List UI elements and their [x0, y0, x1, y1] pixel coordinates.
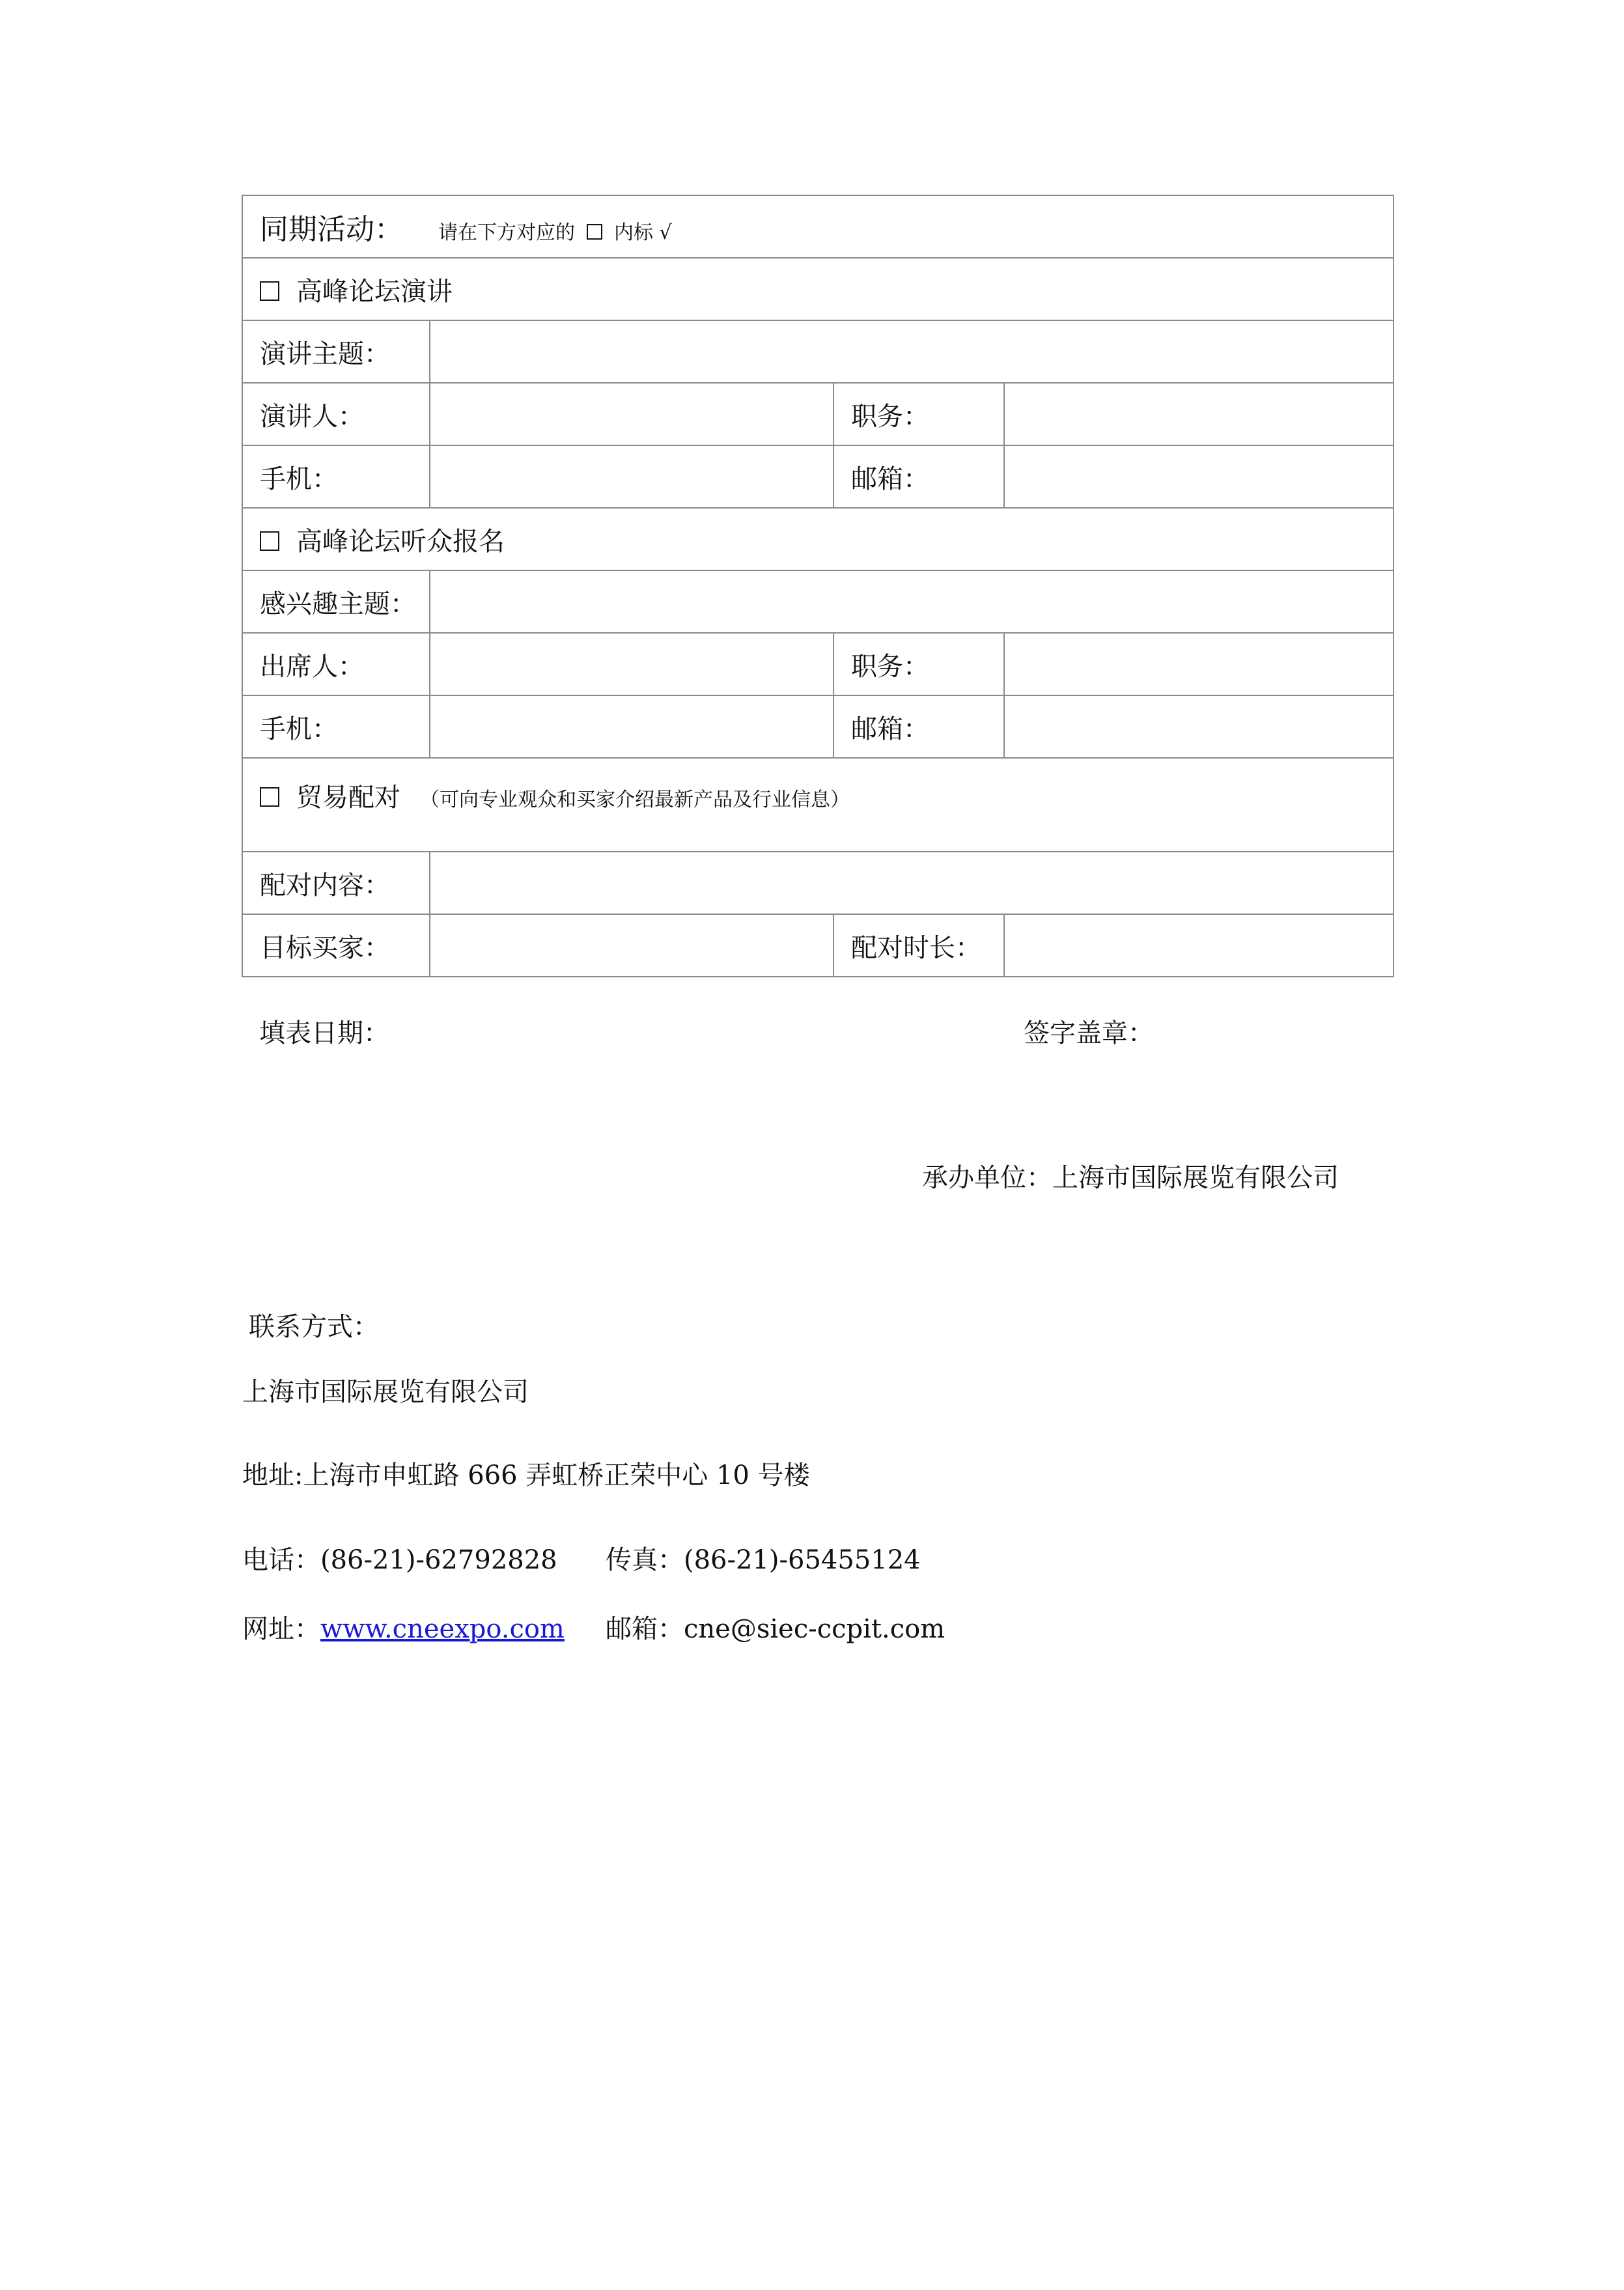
target-buyer-label: 目标买家：: [242, 914, 430, 977]
audience-section-label: 高峰论坛听众报名: [296, 526, 505, 557]
matching-duration-field[interactable]: [1004, 914, 1393, 977]
speaker-contact-row: [242, 445, 1393, 508]
speaker-mobile-field[interactable]: [430, 445, 833, 508]
speaker-position-label: 职务：: [833, 383, 1004, 445]
matching-content-label: 配对内容：: [242, 852, 430, 914]
attendee-field[interactable]: [430, 633, 833, 695]
interest-topic-label: 感兴趣主题：: [242, 570, 430, 633]
speaker-position-field[interactable]: [1004, 383, 1393, 445]
audience-section-row: [242, 508, 1393, 570]
matching-section-row: [242, 758, 1393, 852]
signature-label: 签字盖章：: [1024, 1018, 1154, 1048]
website-link[interactable]: www.cneexpo.com: [320, 1614, 565, 1644]
matching-checkbox[interactable]: [260, 787, 279, 807]
matching-section-note: （可向专业观众和买家介绍最新产品及行业信息）: [420, 789, 850, 811]
attendee-mobile-field[interactable]: [430, 695, 833, 758]
attendee-email-field[interactable]: [1004, 695, 1393, 758]
organizer-text: 承办单位：上海市国际展览有限公司: [922, 1163, 1339, 1193]
registration-form-table: [242, 195, 1394, 977]
contact-company: 上海市国际展览有限公司: [242, 1377, 529, 1407]
target-buyer-row: [242, 914, 1393, 977]
attendee-mobile-label: 手机：: [242, 695, 430, 758]
contact-website: [242, 1608, 565, 1645]
speech-section-label: 高峰论坛演讲: [296, 276, 453, 307]
matching-section-label: 贸易配对: [296, 783, 400, 813]
contact-phone: 电话：(86-21)-62792828: [242, 1545, 557, 1575]
attendee-email-label: 邮箱：: [833, 695, 1004, 758]
speech-checkbox[interactable]: [260, 281, 279, 301]
fill-date-label: 填表日期：: [259, 1018, 389, 1048]
form-instruction-suffix: 内标 √: [614, 221, 672, 244]
speaker-email-label: 邮箱：: [833, 445, 1004, 508]
attendee-row: [242, 633, 1393, 695]
contact-address: 地址:上海市申虹路 666 弄虹桥正荣中心 10 号楼: [242, 1460, 810, 1490]
audience-section-cell[interactable]: [242, 508, 1393, 570]
checkbox-sample-icon: [587, 224, 602, 240]
speaker-mobile-label: 手机：: [242, 445, 430, 508]
form-instruction-prefix: 请在下方对应的: [438, 221, 575, 244]
form-title: 同期活动：: [260, 213, 403, 246]
speaker-email-field[interactable]: [1004, 445, 1393, 508]
speaker-label: 演讲人：: [242, 383, 430, 445]
attendee-contact-row: [242, 695, 1393, 758]
matching-duration-label: 配对时长：: [833, 914, 1004, 977]
attendee-position-label: 职务：: [833, 633, 1004, 695]
speech-topic-row: [242, 320, 1393, 383]
matching-content-row: [242, 852, 1393, 914]
audience-checkbox[interactable]: [260, 531, 279, 551]
matching-content-field[interactable]: [430, 852, 1393, 914]
form-header-row: [242, 195, 1393, 258]
attendee-label: 出席人：: [242, 633, 430, 695]
contact-heading: 联系方式：: [249, 1312, 379, 1342]
contact-email: 邮箱：cne@siec-ccpit.com: [606, 1614, 945, 1644]
target-buyer-field[interactable]: [430, 914, 833, 977]
form-header-cell: [242, 195, 1393, 258]
speech-topic-label: 演讲主题：: [242, 320, 430, 383]
speech-topic-field[interactable]: [430, 320, 1393, 383]
speaker-field[interactable]: [430, 383, 833, 445]
interest-topic-field[interactable]: [430, 570, 1393, 633]
website-label: 网址：: [242, 1614, 320, 1644]
matching-section-cell[interactable]: [242, 758, 1393, 852]
speech-section-row: [242, 258, 1393, 320]
interest-topic-row: [242, 570, 1393, 633]
contact-fax: 传真：(86-21)-65455124: [606, 1545, 921, 1575]
attendee-position-field[interactable]: [1004, 633, 1393, 695]
speech-section-cell[interactable]: [242, 258, 1393, 320]
speaker-row: [242, 383, 1393, 445]
